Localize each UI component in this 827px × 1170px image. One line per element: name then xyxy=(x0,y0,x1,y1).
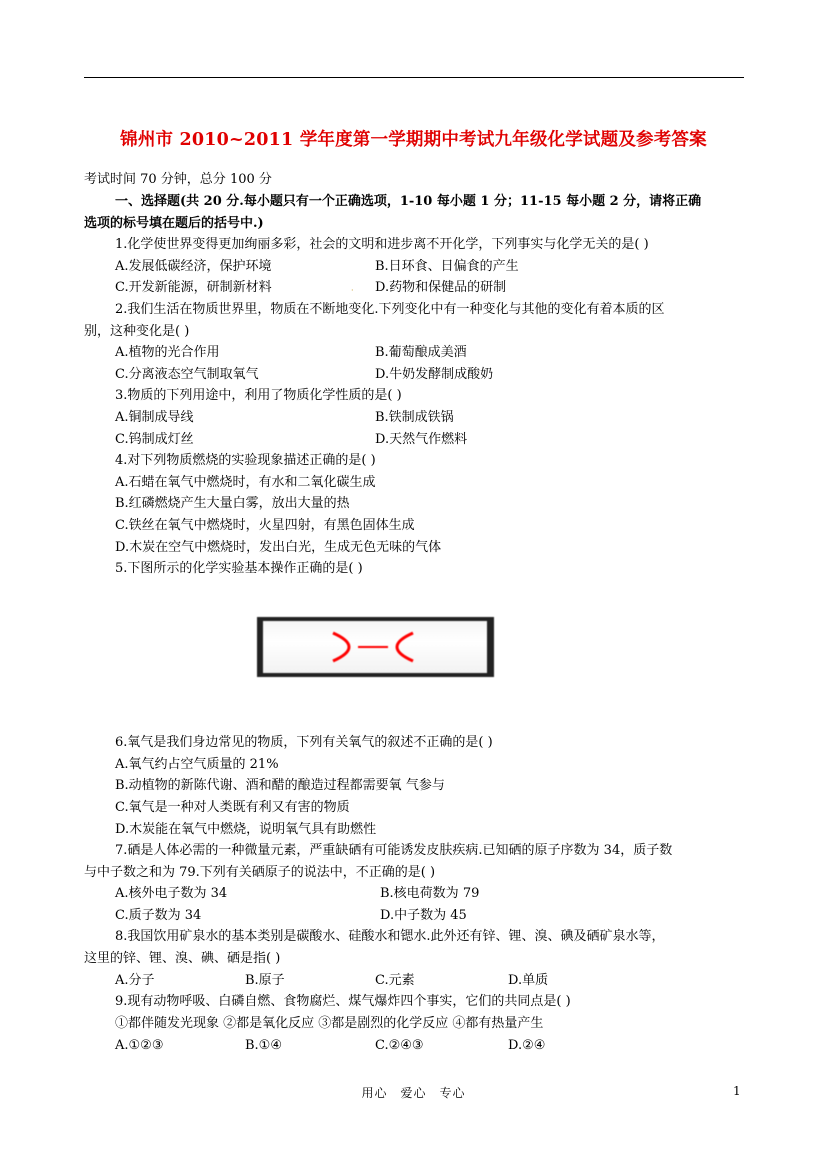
document-title: 锦州市 2010~2011 学年度第一学期期中考试九年级化学试题及参考答案 xyxy=(120,130,707,150)
q1-option-a: A.发展低碳经济，保护环境 xyxy=(115,259,272,274)
q3-option-d: D.天然气作燃料 xyxy=(375,432,468,447)
header-rule xyxy=(84,77,744,78)
q6-option-a: A.氧气约占空气质量的 21% xyxy=(115,757,279,772)
q6-stem: 6.氧气是我们身边常见的物质，下列有关氧气的叙述不正确的是( ) xyxy=(115,735,493,750)
q9-option-b: B.①④ xyxy=(245,1038,282,1053)
q6-option-d: D.木炭能在氧气中燃烧，说明氧气具有助燃性 xyxy=(115,822,377,837)
q2-stem-line1: 2.我们生活在物质世界里，物质在不断地变化.下列变化中有一种变化与其他的变化有着本质的区 xyxy=(115,302,665,317)
q8-stem-line2: 这里的锌、锂、溴、碘、硒是指( ) xyxy=(84,951,281,966)
q3-option-c: C.钨制成灯丝 xyxy=(115,432,194,447)
q3-stem: 3.物质的下列用途中，利用了物质化学性质的是( ) xyxy=(115,388,402,403)
q9-stem: 9.现有动物呼吸、白磷自燃、食物腐烂、煤气爆炸四个事实，它们的共同点是( ) xyxy=(115,994,571,1009)
q1-option-b: B.日环食、日偏食的产生 xyxy=(375,259,519,274)
missing-image-placeholder xyxy=(257,617,494,677)
q4-option-d: D.木炭在空气中燃烧时，发出白光，生成无色无味的气体 xyxy=(115,540,442,555)
page-footer: 用心 爱心 专心 xyxy=(361,1086,466,1100)
q7-option-d: D.中子数为 45 xyxy=(380,908,467,923)
q4-option-b: B.红磷燃烧产生大量白雾，放出大量的热 xyxy=(115,496,350,511)
q2-option-a: A.植物的光合作用 xyxy=(115,345,220,360)
q8-option-b: B.原子 xyxy=(245,973,285,988)
q4-option-a: A.石蜡在氧气中燃烧时，有水和二氧化碳生成 xyxy=(115,475,376,490)
stray-dot: · xyxy=(351,286,354,295)
q2-stem-line2: 别，这种变化是( ) xyxy=(84,324,190,339)
q8-stem-line1: 8.我国饮用矿泉水的基本类别是碳酸水、硅酸水和锶水.此外还有锌、锂、溴、碘及硒矿泉水等， xyxy=(115,929,665,944)
q4-option-c: C.铁丝在氧气中燃烧时，火星四射，有黑色固体生成 xyxy=(115,518,415,533)
q7-option-b: B.核电荷数为 79 xyxy=(380,886,480,901)
q6-option-b: B.动植物的新陈代谢、酒和醋的酿造过程都需要氧 气参与 xyxy=(115,778,445,793)
q3-option-a: A.铜制成导线 xyxy=(115,410,194,425)
q6-option-c: C.氧气是一种对人类既有利又有害的物质 xyxy=(115,800,350,815)
q2-option-b: B.葡萄酿成美酒 xyxy=(375,345,467,360)
q3-option-b: B.铁制成铁锅 xyxy=(375,410,454,425)
section-heading-line2: 选项的标号填在题后的括号中.) xyxy=(84,216,264,231)
q4-stem: 4.对下列物质燃烧的实验现象描述正确的是( ) xyxy=(115,453,376,468)
q2-option-d: D.牛奶发酵制成酸奶 xyxy=(375,367,494,382)
broken-image-icon xyxy=(263,621,487,673)
q8-option-a: A.分子 xyxy=(115,973,155,988)
q5-stem: 5.下图所示的化学实验基本操作正确的是( ) xyxy=(115,561,363,576)
exam-info: 考试时间 70 分钟，总分 100 分 xyxy=(84,172,272,187)
section-heading-line1: 一、选择题(共 20 分.每小题只有一个正确选项，1-10 每小题 1 分；11-15 每小题 2 分，请将正确 xyxy=(115,194,702,209)
q7-stem-line2: 与中子数之和为 79.下列有关硒原子的说法中，不正确的是( ) xyxy=(84,865,436,880)
q2-option-c: C.分离液态空气制取氧气 xyxy=(115,367,259,382)
q9-option-a: A.①②③ xyxy=(115,1038,164,1053)
q7-stem-line1: 7.硒是人体必需的一种微量元素，严重缺硒有可能诱发皮肤疾病.已知硒的原子序数为 34，质子数 xyxy=(115,843,673,858)
q1-stem: 1.化学使世界变得更加绚丽多彩，社会的文明和进步离不开化学，下列事实与化学无关的是( ) xyxy=(115,237,649,252)
q1-option-c: C.开发新能源，研制新材料 xyxy=(115,280,272,295)
q7-option-a: A.核外电子数为 34 xyxy=(115,886,228,901)
q8-option-c: C.元素 xyxy=(375,973,415,988)
q1-option-d: D.药物和保健品的研制 xyxy=(375,280,507,295)
q9-option-d: D.②④ xyxy=(508,1038,546,1053)
q9-option-c: C.②④③ xyxy=(375,1038,424,1053)
page-number: 1 xyxy=(733,1084,741,1098)
q9-statements: ①都伴随发光现象 ②都是氧化反应 ③都是剧烈的化学反应 ④都有热量产生 xyxy=(115,1016,544,1031)
q8-option-d: D.单质 xyxy=(508,973,549,988)
q7-option-c: C.质子数为 34 xyxy=(115,908,202,923)
